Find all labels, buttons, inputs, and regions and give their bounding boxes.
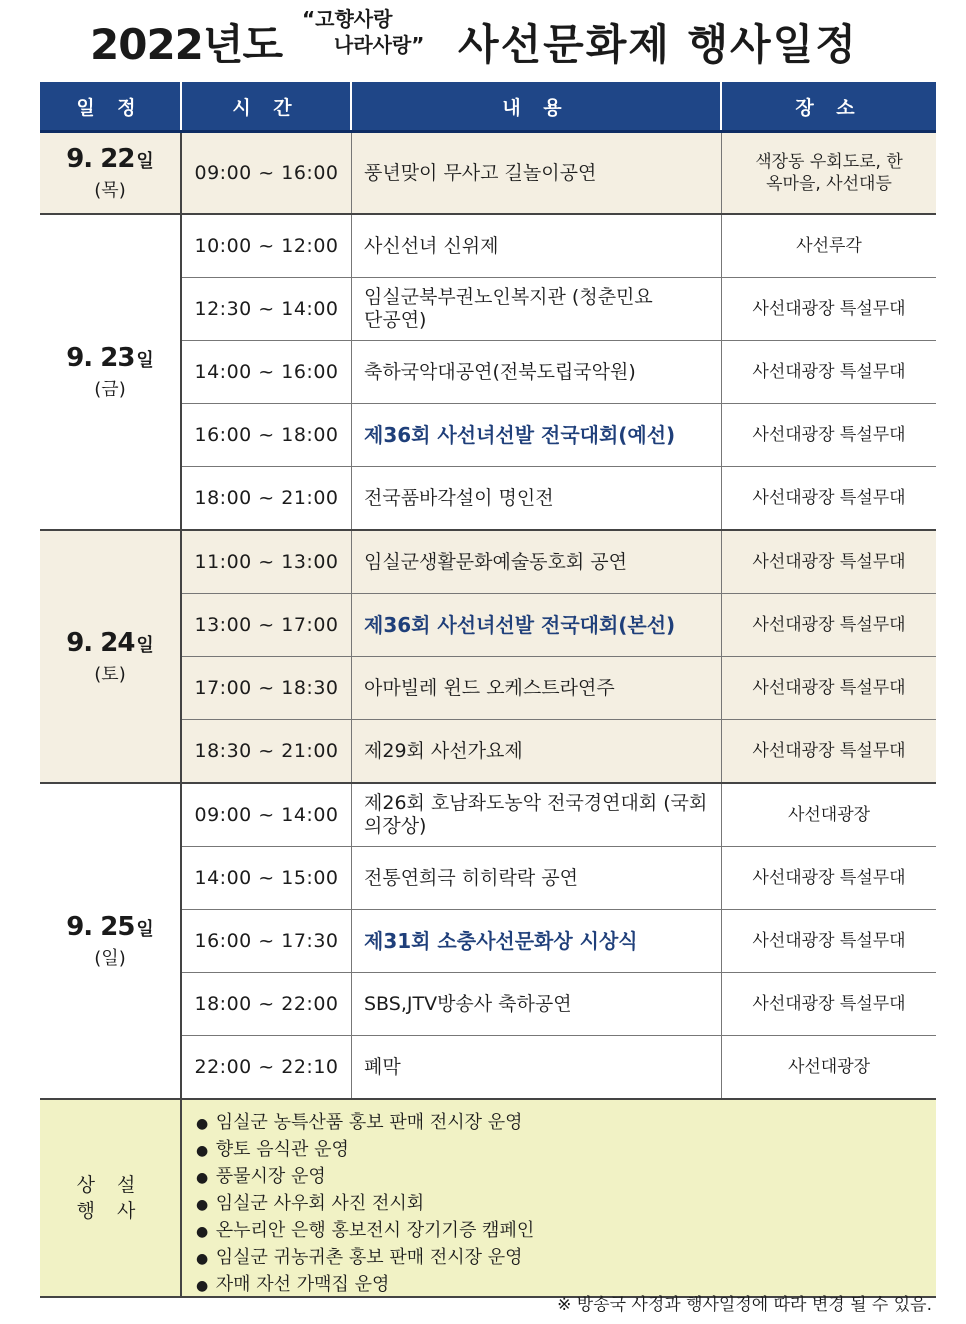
event-time: 16:00 ~ 18:00 — [182, 404, 352, 466]
schedule-table — [40, 82, 936, 1298]
date-weekday: (토) — [94, 663, 126, 685]
list-item-text: 임실군 농특산품 홍보 판매 전시장 운영 — [215, 1112, 523, 1133]
list-item-text: 임실군 사우회 사진 전시회 — [215, 1193, 425, 1214]
table-row — [182, 404, 936, 467]
event-content-highlight: 제36회 사선녀선발 전국대회(본선) — [352, 594, 722, 656]
table-header — [40, 82, 936, 133]
event-content: 풍년맞이 무사고 길놀이공연 — [352, 133, 722, 213]
event-time: 22:00 ~ 22:10 — [182, 1036, 352, 1098]
table-row — [182, 531, 936, 594]
page-title — [40, 0, 936, 76]
event-time: 09:00 ~ 14:00 — [182, 784, 352, 846]
date-weekday: (일) — [94, 948, 126, 969]
event-content: 임실군북부권노인복지관 (청춘민요단공연) — [352, 278, 722, 340]
date-cell — [40, 215, 182, 529]
event-time: 11:00 ~ 13:00 — [182, 531, 352, 593]
event-content: 전통연희극 히히락락 공연 — [352, 847, 722, 909]
table-row — [182, 784, 936, 847]
event-place: 사선대광장 — [787, 805, 871, 825]
event-time: 12:30 ~ 14:00 — [182, 278, 352, 340]
day-group-0922 — [40, 133, 936, 215]
header-date: 일 정 — [40, 82, 182, 130]
permanent-list — [182, 1100, 936, 1296]
list-item — [196, 1110, 936, 1137]
date-weekday: (목) — [94, 180, 126, 201]
list-item-text: 향토 음식관 운영 — [215, 1139, 349, 1160]
day-group-0924 — [40, 531, 936, 784]
event-place: 사선대광장 특설무대 — [752, 678, 906, 698]
event-content-highlight: 제31회 소충사선문화상 시상식 — [352, 910, 722, 972]
header-time: 시 간 — [182, 82, 352, 130]
date-number: 9. 22 — [66, 144, 135, 174]
event-place: 사선대광장 — [787, 1057, 871, 1077]
event-place: 사선대광장 특설무대 — [752, 994, 906, 1014]
slogan-line-1: “고향사랑 — [302, 7, 393, 31]
event-time: 13:00 ~ 17:00 — [182, 594, 352, 656]
date-cell — [40, 784, 182, 1098]
event-place: 사선대광장 특설무대 — [752, 931, 906, 951]
table-row — [182, 341, 936, 404]
event-content: 사신선녀 신위제 — [352, 215, 722, 277]
event-content: 축하국악대공연(전북도립국악원) — [352, 341, 722, 403]
header-place: 장 소 — [795, 96, 863, 119]
date-number: 9. 25 — [66, 912, 135, 942]
title-slogan — [302, 6, 424, 58]
event-time: 18:00 ~ 21:00 — [182, 467, 352, 529]
list-item-text: 임실군 귀농귀촌 홍보 판매 전시장 운영 — [215, 1247, 523, 1268]
bullet-icon: ● — [196, 1143, 209, 1159]
date-number: 9. 23 — [66, 343, 135, 373]
event-time: 17:00 ~ 18:30 — [182, 657, 352, 719]
permanent-events — [40, 1100, 936, 1298]
event-time: 16:00 ~ 17:30 — [182, 910, 352, 972]
bullet-icon: ● — [196, 1170, 209, 1186]
event-content: SBS,JTV방송사 축하공연 — [352, 973, 722, 1035]
list-item — [196, 1218, 936, 1245]
footnote: ※ 방송국 사정과 행사일정에 따라 변경 될 수 있음. — [557, 1295, 932, 1315]
date-weekday: (금) — [94, 379, 126, 400]
table-row — [182, 278, 936, 341]
table-row — [182, 910, 936, 973]
event-content: 제26회 호남좌도농악 전국경연대회 (국회의장상) — [352, 784, 722, 846]
day-group-0923 — [40, 215, 936, 531]
date-unit: 일 — [136, 151, 154, 172]
title-year: 2022년도 — [90, 20, 283, 69]
table-row — [182, 720, 936, 782]
bullet-icon: ● — [196, 1197, 209, 1213]
permanent-label: 상 설 행 사 — [40, 1100, 182, 1296]
table-row — [182, 847, 936, 910]
list-item-text: 자매 자선 가맥집 운영 — [215, 1274, 390, 1295]
event-place: 사선대광장 특설무대 — [752, 615, 906, 635]
event-content: 아마빌레 윈드 오케스트라연주 — [352, 657, 722, 719]
event-place: 사선루각 — [796, 236, 862, 256]
table-row — [182, 973, 936, 1036]
table-row — [182, 467, 936, 529]
bullet-icon: ● — [196, 1278, 209, 1294]
event-place: 사선대광장 특설무대 — [752, 552, 906, 572]
list-item — [196, 1164, 936, 1191]
event-place: 사선대광장 특설무대 — [752, 868, 906, 888]
event-place: 색장동 우회도로, 한옥마을, 사선대등 — [755, 152, 903, 194]
event-place: 사선대광장 특설무대 — [752, 425, 906, 445]
date-number: 9. 24 — [66, 627, 135, 658]
event-time: 09:00 ~ 16:00 — [182, 133, 352, 213]
bullet-icon: ● — [196, 1251, 209, 1267]
list-item — [196, 1137, 936, 1164]
bullet-icon: ● — [196, 1224, 209, 1240]
event-time: 14:00 ~ 15:00 — [182, 847, 352, 909]
date-unit: 일 — [136, 634, 154, 656]
table-row — [182, 215, 936, 278]
event-content: 전국품바각설이 명인전 — [352, 467, 722, 529]
title-main: 사선문화제 행사일정 — [458, 20, 858, 69]
event-content: 임실군생활문화예술동호회 공연 — [352, 531, 722, 593]
event-content: 폐막 — [352, 1036, 722, 1098]
event-time: 18:30 ~ 21:00 — [182, 720, 352, 782]
event-time: 10:00 ~ 12:00 — [182, 215, 352, 277]
table-row — [182, 1036, 936, 1098]
event-place: 사선대광장 특설무대 — [752, 488, 906, 508]
table-row — [182, 657, 936, 720]
slogan-line-2: 나라사랑” — [334, 33, 425, 57]
event-content: 제29회 사선가요제 — [352, 720, 722, 782]
list-item-text: 풍물시장 운영 — [215, 1166, 326, 1187]
date-unit: 일 — [136, 919, 154, 940]
event-place: 사선대광장 특설무대 — [752, 299, 906, 319]
day-group-0925 — [40, 784, 936, 1100]
bullet-icon: ● — [196, 1116, 209, 1132]
header-content: 내 용 — [352, 82, 722, 130]
event-time: 14:00 ~ 16:00 — [182, 341, 352, 403]
table-row — [182, 594, 936, 657]
table-row — [182, 133, 936, 213]
list-item-text: 온누리안 은행 홍보전시 장기기증 캠페인 — [215, 1220, 535, 1241]
event-time: 18:00 ~ 22:00 — [182, 973, 352, 1035]
date-cell — [40, 133, 182, 213]
list-item — [196, 1191, 936, 1218]
list-item — [196, 1245, 936, 1272]
date-cell — [40, 531, 182, 782]
date-unit: 일 — [136, 350, 154, 371]
event-place: 사선대광장 특설무대 — [752, 362, 906, 382]
event-content-highlight: 제36회 사선녀선발 전국대회(예선) — [352, 404, 722, 466]
event-place: 사선대광장 특설무대 — [752, 741, 906, 761]
